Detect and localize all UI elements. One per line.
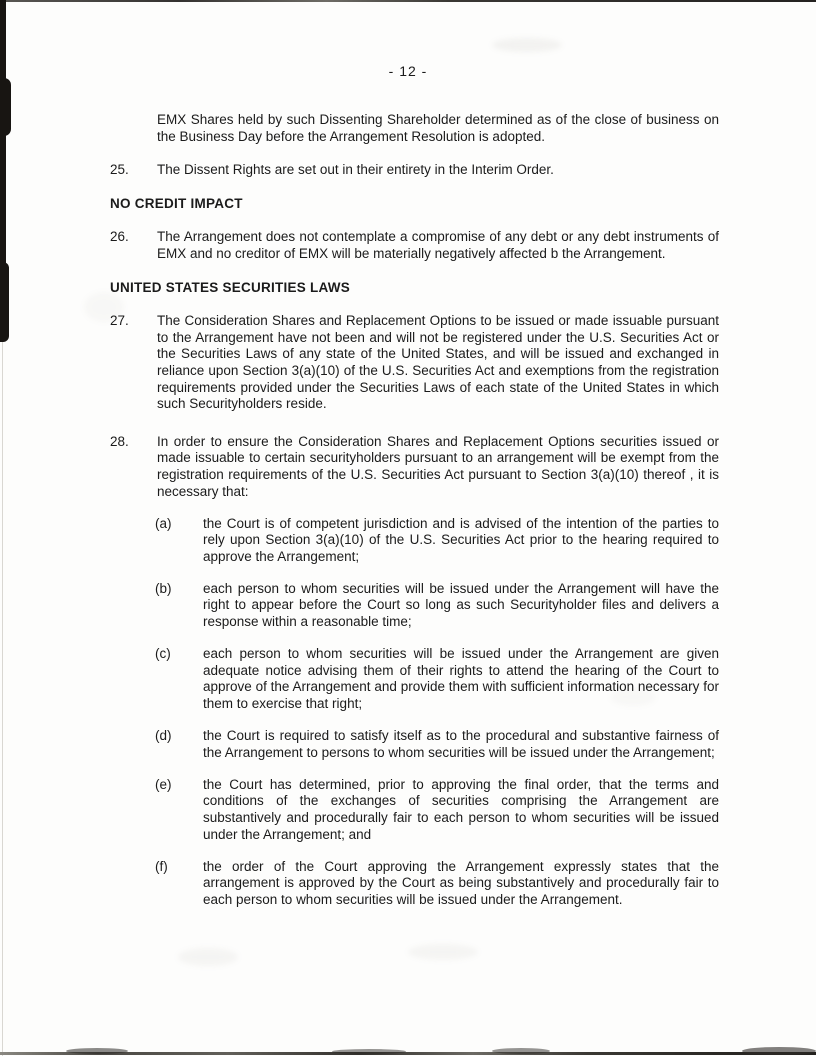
item-text: the Court is of competent jurisdiction and is advised of the intention of the parties to rely upon Section 3(a)(10) of the U.S. Securities Act prior to the hearing required to approve the Arrangement; — [203, 515, 719, 564]
scan-artifact-bottom-blob — [332, 1049, 406, 1054]
scan-artifact-left-hairline — [2, 342, 3, 1056]
lettered-item-a — [155, 516, 719, 566]
lettered-item-c — [155, 646, 719, 712]
scan-noise-smudge — [408, 944, 478, 960]
scan-artifact-bottom-blob — [66, 1048, 128, 1054]
item-text: The Consideration Shares and Replacement Options to be issued or made issuable pursuant to the Arrangement have not been and will not be registered under the U.S. Securities Act or the Securities Laws of any state of the United States, and will be issued and exchanged in reliance upon Section 3(a)(10) of the U.S. Securities Act and exemptions from the registration requirements provided under the Securities Laws of each state of the United States in which such Securityholders reside. — [157, 313, 719, 412]
item-text: The Arrangement does not contemplate a compromise of any debt or any debt instruments of EMX and no creditor of EMX will be materially negatively affected b the Arrangement. — [157, 229, 719, 261]
item-text: the Court has determined, prior to approving the final order, that the terms and conditions of the exchanges of securities comprising the Arrangement are substantively and procedurally fair to each person to whom securities will be issued under the Arrangement; and — [203, 776, 719, 842]
document-content — [110, 112, 719, 908]
paragraph-continuation: EMX Shares held by such Dissenting Shareholder determined as of the close of business on the Business Day before the Arrangement Resolution is adopted. — [157, 112, 719, 144]
lettered-item-b — [155, 581, 719, 631]
item-number: 25. — [110, 162, 129, 178]
scan-artifact-bottom-blob — [492, 1048, 550, 1054]
item-number: 26. — [110, 229, 129, 245]
item-letter: (a) — [155, 515, 172, 531]
item-letter: (e) — [155, 776, 172, 792]
scan-artifact-top-edge — [0, 0, 816, 2]
lettered-item-f — [155, 859, 719, 909]
scan-noise-smudge — [492, 38, 562, 52]
numbered-item-26 — [110, 229, 719, 262]
item-number: 28. — [110, 433, 129, 449]
item-letter: (c) — [155, 646, 171, 662]
item-text: the Court is required to satisfy itself as to the procedural and substantive fairness of the Arrangement to persons to whom securities will be issued under the Arrangement; — [203, 728, 719, 760]
scan-artifact-left-blob — [0, 78, 11, 136]
heading-united-states-securities-laws: UNITED STATES SECURITIES LAWS — [110, 279, 351, 295]
item-text: The Dissent Rights are set out in their entirety in the Interim Order. — [157, 162, 554, 178]
item-text: the order of the Court approving the Arrangement expressly states that the arrangement is approved by the Court as being substantively and procedurally fair to each person to whom securities will be issued under the Arrangement. — [203, 858, 719, 907]
numbered-item-25 — [110, 162, 719, 179]
scan-artifact-bottom-blob — [742, 1047, 816, 1055]
lettered-item-e — [155, 777, 719, 843]
item-letter: (b) — [155, 580, 172, 596]
scan-artifact-left-blob — [0, 262, 9, 342]
numbered-item-27 — [110, 313, 719, 413]
item-letter: (d) — [155, 728, 172, 744]
page-number: - 12 - — [388, 63, 428, 79]
scan-noise-smudge — [178, 948, 238, 966]
lettered-item-d — [155, 728, 719, 761]
numbered-item-28 — [110, 434, 719, 500]
item-text: each person to whom securities will be issued under the Arrangement are given adequate notice advising them of their rights to attend the hearing of the Court to approve of the Arrangement and provide them with sufficient information necessary for them to exercise that right; — [203, 646, 719, 711]
item-text: In order to ensure the Consideration Shares and Replacement Options securities issued or made issuable to certain securityholders pursuant to an arrangement will be exempt from the registration requirements of the U.S. Securities Act pursuant to Section 3(a)(10) thereof , it is necessary that: — [157, 433, 719, 499]
item-number: 27. — [110, 313, 129, 329]
heading-no-credit-impact: NO CREDIT IMPACT — [110, 195, 243, 211]
item-text: each person to whom securities will be issued under the Arrangement will have the right to appear before the Court so long as such Securityholder files and delivers a response within a reasonable time; — [203, 580, 719, 630]
item-letter: (f) — [155, 858, 168, 874]
